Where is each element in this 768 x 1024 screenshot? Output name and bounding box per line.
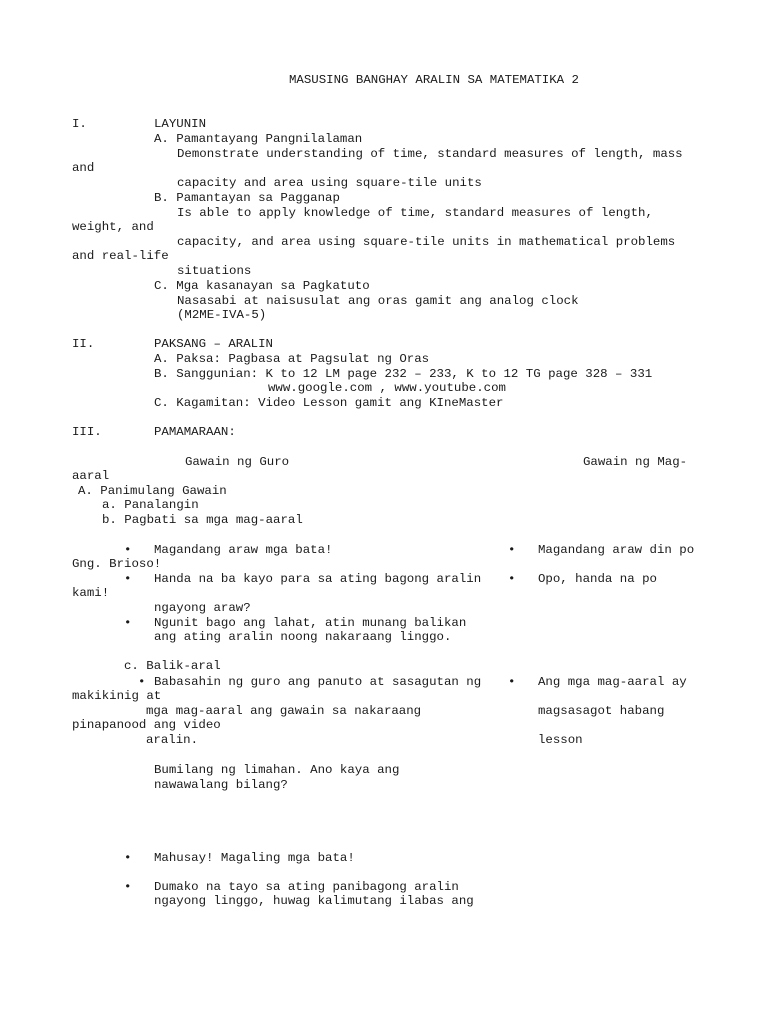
bullet: • — [508, 543, 516, 557]
bullet: • — [508, 675, 516, 689]
teacher-line: Babasahin ng guro ang panuto at sasagutan ng — [154, 675, 482, 689]
teacher-line: mga mag-aaral ang gawain sa nakaraang — [146, 704, 422, 718]
section-3-a-a: a. Panalangin — [102, 498, 199, 512]
section-1-heading: LAYUNIN — [154, 117, 207, 131]
teacher-line: Magandang araw mga bata! — [154, 543, 333, 557]
column-header-guro: Gawain ng Guro — [185, 455, 290, 469]
section-1-b-text: situations — [177, 264, 252, 278]
teacher-line: aralin. — [146, 733, 199, 747]
teacher-line: ngayong araw? — [154, 601, 251, 615]
teacher-line: Mahusay! Magaling mga bata! — [154, 851, 355, 865]
section-2-b: B. Sanggunian: K to 12 LM page 232 – 233, K to 12 TG page 328 – 331 — [154, 367, 653, 381]
teacher-line: Bumilang ng limahan. Ano kaya ang — [154, 763, 400, 777]
section-1-a-label: A. Pamantayang Pangnilalaman — [154, 132, 363, 146]
student-line: kami! — [72, 586, 110, 600]
section-1-c-text: Nasasabi at naisusulat ang oras gamit ang analog clock — [177, 294, 579, 308]
section-3-number: III. — [72, 425, 102, 439]
bullet: • — [124, 880, 132, 894]
section-1-b-text: Is able to apply knowledge of time, standard measures of length, — [177, 206, 653, 220]
section-1-b-text: and real-life — [72, 249, 169, 263]
bullet: • — [124, 572, 132, 586]
teacher-line: ngayong linggo, huwag kalimutang ilabas ang — [154, 894, 474, 908]
section-2-c: C. Kagamitan: Video Lesson gamit ang KIneMaster — [154, 396, 504, 410]
section-1-a-text: and — [72, 161, 95, 175]
student-line: lesson — [538, 733, 583, 747]
student-line: makikinig at — [72, 689, 162, 703]
section-1-b-text: weight, and — [72, 220, 154, 234]
teacher-line: nawawalang bilang? — [154, 778, 288, 792]
teacher-line: Ngunit bago ang lahat, atin munang balikan — [154, 616, 467, 630]
section-3-a: A. Panimulang Gawain — [78, 484, 227, 498]
student-line: Opo, handa na po — [538, 572, 657, 586]
section-1-b-text: capacity, and area using square-tile units in mathematical problems — [177, 235, 676, 249]
section-2-number: II. — [72, 337, 95, 351]
bullet: • — [508, 572, 516, 586]
teacher-line: ang ating aralin noong nakaraang linggo. — [154, 630, 452, 644]
column-header-mag-aaral: Gawain ng Mag- — [583, 455, 688, 469]
column-header-mag-aaral: aaral — [72, 469, 110, 483]
section-1-b-label: B. Pamantayan sa Pagganap — [154, 191, 340, 205]
section-1-number: I. — [72, 117, 87, 131]
section-1-c-label: C. Mga kasanayan sa Pagkatuto — [154, 279, 370, 293]
section-1-a-text: capacity and area using square-tile units — [177, 176, 482, 190]
section-3-heading: PAMAMARAAN: — [154, 425, 236, 439]
teacher-line: Dumako na tayo sa ating panibagong aralin — [154, 880, 459, 894]
section-2-a: A. Paksa: Pagbasa at Pagsulat ng Oras — [154, 352, 430, 366]
student-line: Gng. Brioso! — [72, 557, 162, 571]
document-title: MASUSING BANGHAY ARALIN SA MATEMATIKA 2 — [289, 73, 579, 87]
bullet: • — [124, 616, 132, 630]
teacher-line: Handa na ba kayo para sa ating bagong aralin — [154, 572, 482, 586]
student-line: Magandang araw din po — [538, 543, 695, 557]
bullet: • — [138, 675, 146, 689]
section-3-a-b: b. Pagbati sa mga mag-aaral — [102, 513, 303, 527]
section-1-a-text: Demonstrate understanding of time, standard measures of length, mass — [177, 147, 683, 161]
section-2-b-links: www.google.com , www.youtube.com — [268, 381, 506, 395]
student-line: Ang mga mag-aaral ay — [538, 675, 687, 689]
bullet: • — [124, 851, 132, 865]
section-3-c: c. Balik-aral — [124, 659, 221, 673]
bullet: • — [124, 543, 132, 557]
section-2-heading: PAKSANG – ARALIN — [154, 337, 273, 351]
student-line: pinapanood ang video — [72, 718, 221, 732]
section-1-c-text: (M2ME-IVA-5) — [177, 308, 267, 322]
student-line: magsasagot habang — [538, 704, 665, 718]
